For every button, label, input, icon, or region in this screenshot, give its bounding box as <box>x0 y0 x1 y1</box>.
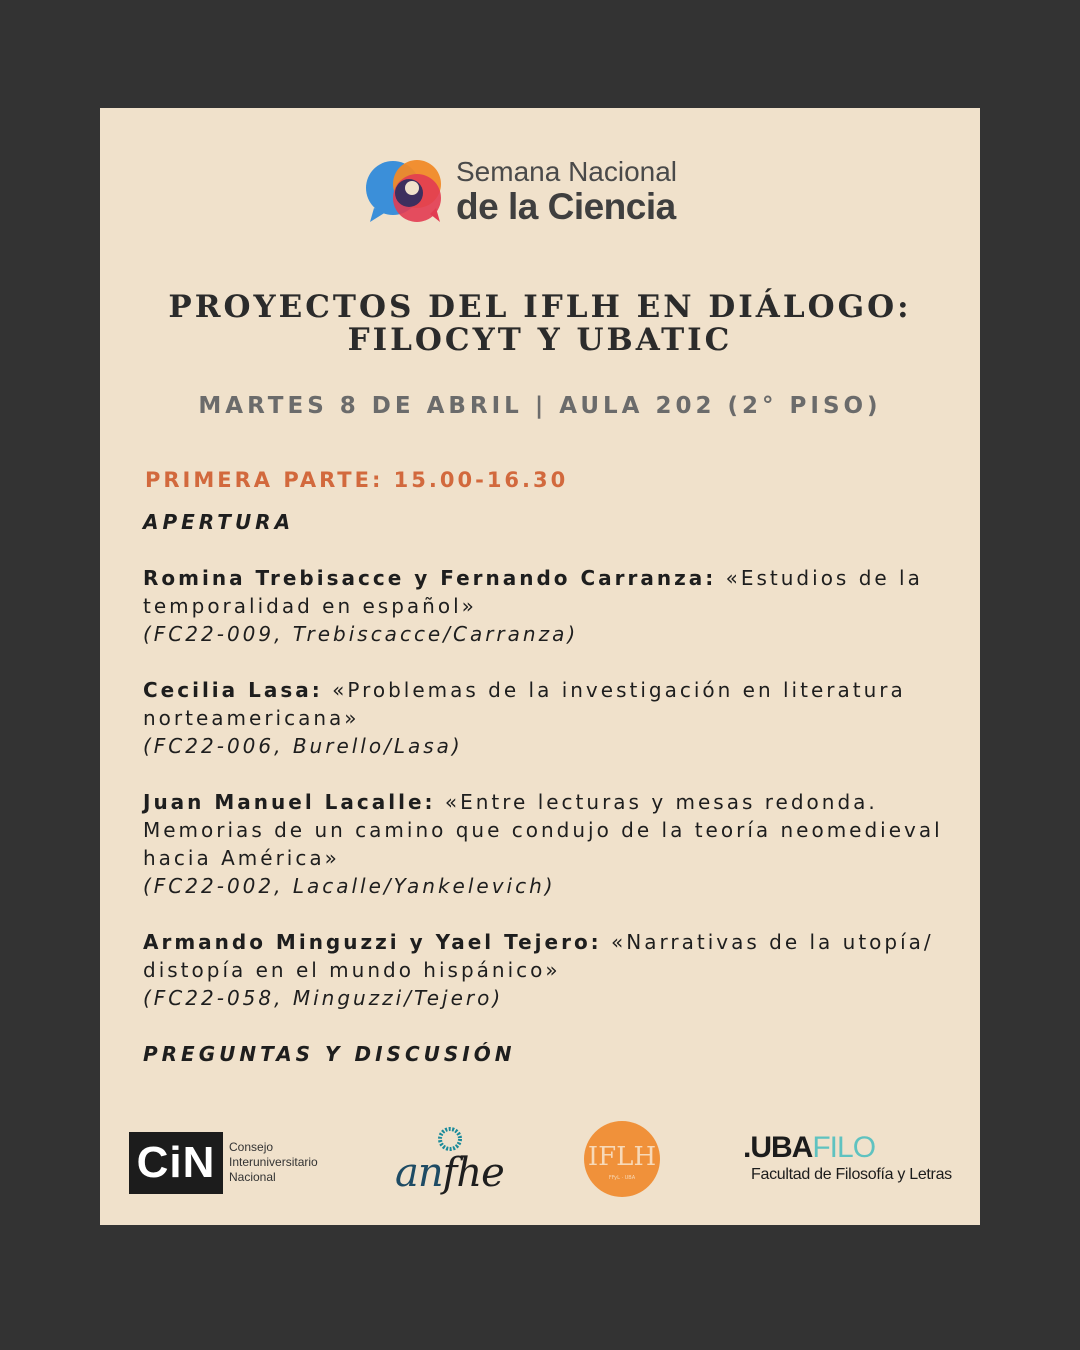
semana-ciencia-logo <box>364 156 724 231</box>
ubafilo-wordmark <box>743 1132 875 1164</box>
event-title <box>100 291 980 357</box>
cin-text <box>229 1140 318 1185</box>
iflh-mark: IFLH <box>587 1142 657 1172</box>
uba-bold-text: .UBA <box>743 1131 813 1164</box>
filo-light-text: FILO <box>812 1131 876 1164</box>
closing-heading: PREGUNTAS Y DISCUSIÓN <box>143 1042 516 1066</box>
event-poster <box>100 108 980 1225</box>
part-heading: PRIMERA PARTE: 15.00-16.30 <box>145 468 569 492</box>
talk-item <box>143 676 943 760</box>
talk-item <box>143 788 943 900</box>
title-line-2: FILOCYT Y UBATIC <box>347 322 733 358</box>
date-location: MARTES 8 DE ABRIL | AULA 202 (2° PISO) <box>198 393 882 419</box>
cin-mark: CiN <box>129 1132 223 1194</box>
talk-code: (FC22-009, Trebiscacce/Carranza) <box>143 622 579 646</box>
talk-speaker: Armando Minguzzi y Yael Tejero: <box>143 930 602 954</box>
iflh-logo <box>584 1121 660 1197</box>
talk-title: «Entre lecturas y mesas redonda. Memorias de un camino que condujo de la teoría neomedieval hacia América» <box>143 790 943 870</box>
talk-speaker: Romina Trebisacce y Fernando Carranza: <box>143 566 717 590</box>
talk-item <box>143 564 943 648</box>
talk-title: «Narrativas de la utopía/ distopía en el mundo hispánico» <box>143 930 934 982</box>
talk-title: «Problemas de la investigación en literatura norteamericana» <box>143 678 906 730</box>
anfhe-part-1: an <box>395 1150 443 1196</box>
brand-line-1: Semana Nacional <box>456 156 678 187</box>
talk-speaker: Cecilia Lasa: <box>143 678 323 702</box>
ubafilo-subtitle: Facultad de Filosofía y Letras <box>751 1166 952 1183</box>
talk-speaker: Juan Manuel Lacalle: <box>143 790 436 814</box>
talk-item <box>143 928 943 1012</box>
cin-line-3: Nacional <box>229 1170 276 1184</box>
ubafilo-logo <box>743 1132 963 1192</box>
talk-code: (FC22-058, Minguzzi/Tejero) <box>143 986 504 1010</box>
program-list <box>143 508 943 1068</box>
cin-logo <box>129 1132 329 1194</box>
talk-title: «Estudios de la temporalidad en español» <box>143 566 923 618</box>
anfhe-part-2: fhe <box>442 1150 504 1196</box>
anfhe-wordmark <box>395 1150 504 1196</box>
cin-line-1: Consejo <box>229 1140 274 1154</box>
brand-line-2: de la Ciencia <box>456 186 676 227</box>
sponsor-logos <box>100 1108 980 1218</box>
talk-code: (FC22-002, Lacalle/Yankelevich) <box>143 874 556 898</box>
opening-heading: APERTURA <box>143 510 295 534</box>
title-line-1: PROYECTOS DEL IFLH EN DIÁLOGO: <box>168 289 912 325</box>
anfhe-logo <box>395 1124 515 1204</box>
iflh-small: FFyL · UBA <box>608 1175 636 1181</box>
iflh-badge <box>584 1121 660 1197</box>
speech-bubbles-icon <box>364 158 444 226</box>
talk-code: (FC22-006, Burello/Lasa) <box>143 734 463 758</box>
cin-line-2: Interuniversitario <box>229 1155 318 1169</box>
